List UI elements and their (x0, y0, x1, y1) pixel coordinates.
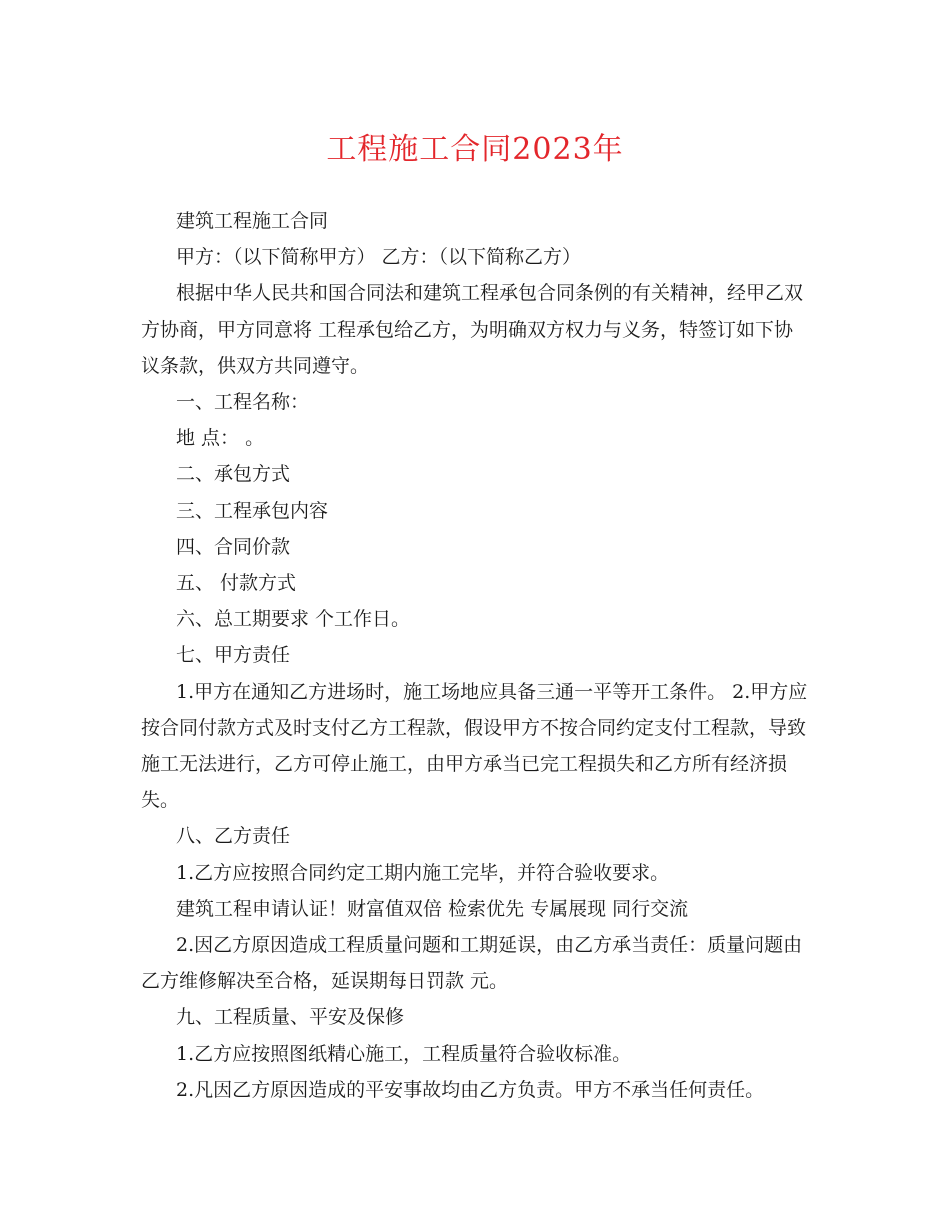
paragraph-contract-heading: 建筑工程施工合同 (176, 210, 329, 232)
section-contract-price: 四、合同价款 (176, 535, 291, 558)
document-body (141, 203, 811, 1108)
paragraph-preamble: 根据中华人民共和国合同法和建筑工程承包合同条例的有关精神，经甲乙双方协商，甲方同意将 工程承包给乙方，为明确双方权力与义务，特签订如下协议条款，供双方共同遵守。 (141, 282, 804, 377)
section-party-a-duties: 七、甲方责任 (176, 644, 291, 667)
section-project-name: 一、工程名称： (176, 391, 310, 414)
paragraph-party-b-term-2: 2.因乙方原因造成工程质量问题和工期延误，由乙方承当责任：质量问题由乙方维修解决至合格，延误期每日罚款 元。 (141, 934, 803, 993)
paragraph-party-a-terms: 1.甲方在通知乙方进场时，施工场地应具备三通一平等开工条件。 2.甲方应按合同付款方式及时支付乙方工程款，假设甲方不按合同约定支付工程款，导致施工无法进行，乙方可停止施工，由甲方承当已完工程损失和乙方所有经济损失。 (141, 680, 808, 812)
section-party-b-duties: 八、乙方责任 (176, 825, 291, 848)
section-total-duration: 六、总工期要求 个工作日。 (176, 608, 411, 631)
paragraph-location: 地 点： 。 (176, 427, 265, 450)
section-contract-content: 三、工程承包内容 (176, 499, 329, 522)
section-quality-safety: 九、工程质量、平安及保修 (176, 1006, 405, 1029)
paragraph-quality-term-1: 1.乙方应按照图纸精心施工，工程质量符合验收标准。 (176, 1042, 632, 1065)
paragraph-party-b-term-1: 1.乙方应按照合同约定工期内施工完毕，并符合验收要求。 (176, 861, 670, 884)
document-title: 工程施工合同2023年 (326, 132, 624, 167)
section-payment-method: 五、 付款方式 (176, 572, 297, 595)
paragraph-quality-term-2: 2.凡因乙方原因造成的平安事故均由乙方负责。甲方不承当任何责任。 (176, 1078, 765, 1101)
paragraph-promo-text: 建筑工程申请认证！财富值双倍 检索优先 专属展现 同行交流 (176, 897, 689, 920)
paragraph-parties: 甲方：（以下简称甲方） 乙方：（以下简称乙方） (176, 246, 582, 269)
section-contract-method: 二、承包方式 (176, 463, 291, 486)
